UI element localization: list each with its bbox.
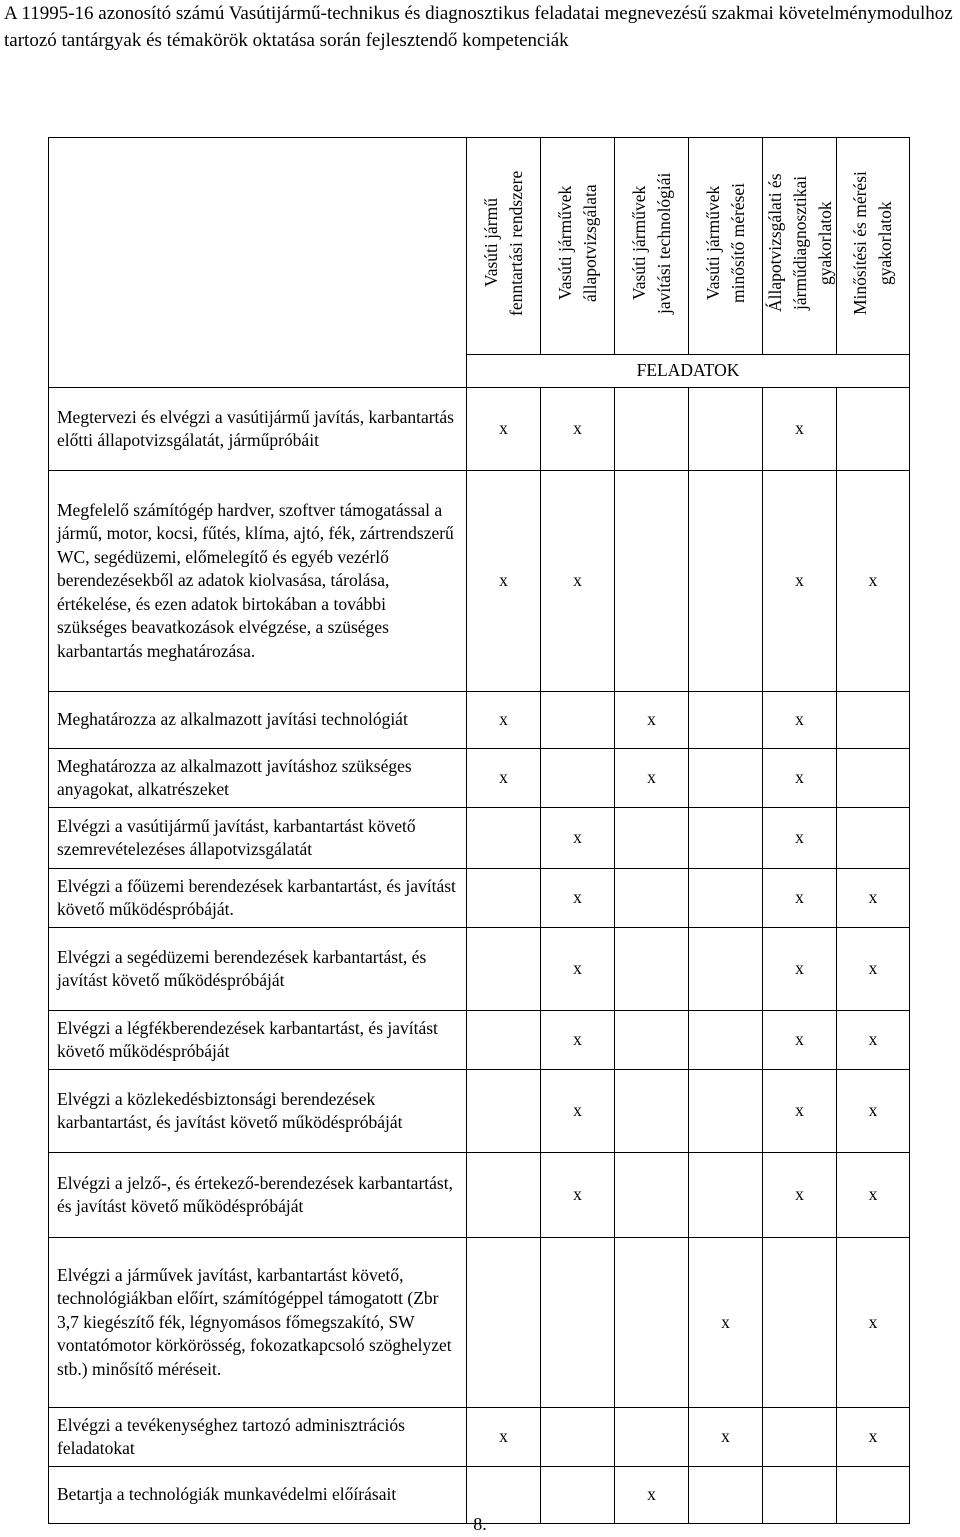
mark-cell	[615, 808, 689, 869]
mark-cell	[541, 1408, 615, 1467]
mark-cell: x	[541, 1070, 615, 1153]
table-row	[49, 1153, 910, 1238]
table-row	[49, 1238, 910, 1408]
mark-cell: x	[615, 1467, 689, 1524]
task-cell: Elvégzi a tevékenységhez tartozó adminisztrációs feladatokat	[49, 1408, 467, 1467]
mark-cell: x	[689, 1408, 763, 1467]
page-number: 8.	[473, 1514, 487, 1534]
task-cell: Elvégzi a főüzemi berendezések karbantartást, és javítást követő működéspróbáját.	[49, 869, 467, 928]
task-cell: Megfelelő számítógép hardver, szoftver támogatással a jármű, motor, kocsi, fűtés, klíma, ajtó, fék, zártrendszerű WC, segédüzemi, előmelegítő és egyéb vezérlő berendezésekből az adatok kiolvasása, tárolása, értékelése, és ezen adatok birtokában a további szükséges beavatkozások elvégzése, a szüséges karbantartás meghatározása.	[49, 471, 467, 692]
mark-cell: x	[763, 808, 837, 869]
header-row	[49, 138, 910, 355]
task-cell: Elvégzi a közlekedésbiztonsági berendezések karbantartást, és javítást követő működéspróbáját	[49, 1070, 467, 1153]
mark-cell: x	[689, 1238, 763, 1408]
mark-cell	[615, 1238, 689, 1408]
table-row	[49, 869, 910, 928]
mark-cell	[615, 1070, 689, 1153]
mark-cell	[467, 808, 541, 869]
mark-cell	[837, 692, 910, 749]
mark-cell: x	[763, 1070, 837, 1153]
task-cell: Megtervezi és elvégzi a vasútijármű javítás, karbantartás előtti állapotvizsgálatát, járműpróbáit	[49, 388, 467, 471]
column-header: Vasúti járművek állapotvizsgálata	[541, 138, 615, 355]
column-header: Állapotvizsgálati és járműdiagnosztikai gyakorlatok	[763, 138, 837, 355]
mark-cell: x	[541, 869, 615, 928]
task-cell: Elvégzi a vasútijármű javítást, karbantartást követő szemrevételezéses állapotvizsgálatát	[49, 808, 467, 869]
mark-cell	[467, 1153, 541, 1238]
table-row	[49, 1408, 910, 1467]
mark-cell: x	[541, 471, 615, 692]
table-row	[49, 1070, 910, 1153]
mark-cell: x	[763, 388, 837, 471]
task-cell: Meghatározza az alkalmazott javítási technológiát	[49, 692, 467, 749]
mark-cell: x	[837, 1408, 910, 1467]
mark-cell: x	[541, 808, 615, 869]
mark-cell	[467, 869, 541, 928]
mark-cell	[689, 1070, 763, 1153]
mark-cell: x	[837, 1070, 910, 1153]
mark-cell: x	[615, 692, 689, 749]
table-row	[49, 692, 910, 749]
mark-cell	[541, 749, 615, 808]
mark-cell	[689, 471, 763, 692]
mark-cell: x	[763, 1153, 837, 1238]
task-cell: Elvégzi a segédüzemi berendezések karbantartást, és javítást követő működéspróbáját	[49, 928, 467, 1011]
mark-cell: x	[763, 928, 837, 1011]
mark-cell: x	[837, 1153, 910, 1238]
mark-cell	[689, 928, 763, 1011]
mark-cell	[467, 1238, 541, 1408]
mark-cell: x	[837, 1011, 910, 1070]
table-row	[49, 388, 910, 471]
mark-cell	[763, 1408, 837, 1467]
section-label: FELADATOK	[467, 355, 910, 388]
mark-cell: x	[837, 1238, 910, 1408]
mark-cell: x	[541, 1153, 615, 1238]
mark-cell	[837, 749, 910, 808]
mark-cell	[615, 869, 689, 928]
mark-cell: x	[837, 869, 910, 928]
task-cell: Elvégzi a járművek javítást, karbantartást követő, technológiákban előírt, számítógéppel támogatott (Zbr 3,7 kiegészítő fék, légnyomásos főmegszakító, SW vontatómotor körkörösség, fokozatkapcsoló szöghelyzet stb.) minősítő méréseit.	[49, 1238, 467, 1408]
task-cell: Elvégzi a jelző-, és értekező-berendezések karbantartást, és javítást követő működéspróbáját	[49, 1153, 467, 1238]
column-header: Vasúti jármű fenntartási rendszere	[467, 138, 541, 355]
mark-cell	[615, 1153, 689, 1238]
mark-cell: x	[467, 749, 541, 808]
mark-cell	[689, 388, 763, 471]
mark-cell: x	[763, 692, 837, 749]
table-row	[49, 808, 910, 869]
mark-cell: x	[467, 1408, 541, 1467]
mark-cell: x	[541, 388, 615, 471]
mark-cell	[467, 1011, 541, 1070]
mark-cell	[689, 808, 763, 869]
mark-cell	[541, 1238, 615, 1408]
mark-cell	[541, 692, 615, 749]
mark-cell: x	[467, 388, 541, 471]
competency-table	[48, 137, 910, 1524]
task-cell: Elvégzi a légfékberendezések karbantartást, és javítást követő működéspróbáját	[49, 1011, 467, 1070]
mark-cell: x	[763, 471, 837, 692]
mark-cell: x	[763, 869, 837, 928]
mark-cell: x	[615, 749, 689, 808]
mark-cell	[467, 1070, 541, 1153]
column-header: Vasúti járművek javítási technológiái	[615, 138, 689, 355]
mark-cell: x	[837, 471, 910, 692]
mark-cell	[615, 1011, 689, 1070]
column-header: Vasúti járművek minősítő mérései	[689, 138, 763, 355]
task-cell: Betartja a technológiák munkavédelmi előírásait	[49, 1467, 467, 1524]
mark-cell	[689, 869, 763, 928]
mark-cell: x	[467, 692, 541, 749]
mark-cell: x	[763, 1011, 837, 1070]
mark-cell	[689, 1153, 763, 1238]
mark-cell	[615, 928, 689, 1011]
mark-cell	[615, 388, 689, 471]
mark-cell: x	[763, 749, 837, 808]
mark-cell: x	[541, 1011, 615, 1070]
mark-cell	[689, 1011, 763, 1070]
task-cell: Meghatározza az alkalmazott javításhoz szükséges anyagokat, alkatrészeket	[49, 749, 467, 808]
mark-cell: x	[467, 471, 541, 692]
table-row	[49, 749, 910, 808]
mark-cell	[615, 471, 689, 692]
mark-cell: x	[837, 928, 910, 1011]
document-title: A 11995-16 azonosító számú Vasútijármű-technikus és diagnosztikus feladatai megnevezésű szakmai követelménymodulhoz tartozó tantárgyak és témakörök oktatása során fejlesztendő kompetenciák	[4, 3, 953, 51]
mark-cell	[689, 749, 763, 808]
mark-cell: x	[541, 928, 615, 1011]
column-header: Minősítési és mérési gyakorlatok	[837, 138, 910, 355]
table-row	[49, 1011, 910, 1070]
table-row	[49, 928, 910, 1011]
mark-cell	[763, 1238, 837, 1408]
mark-cell	[837, 388, 910, 471]
mark-cell	[467, 928, 541, 1011]
mark-cell	[615, 1408, 689, 1467]
mark-cell	[689, 692, 763, 749]
blank-header-cell	[49, 138, 467, 388]
table-row	[49, 471, 910, 692]
mark-cell	[837, 808, 910, 869]
